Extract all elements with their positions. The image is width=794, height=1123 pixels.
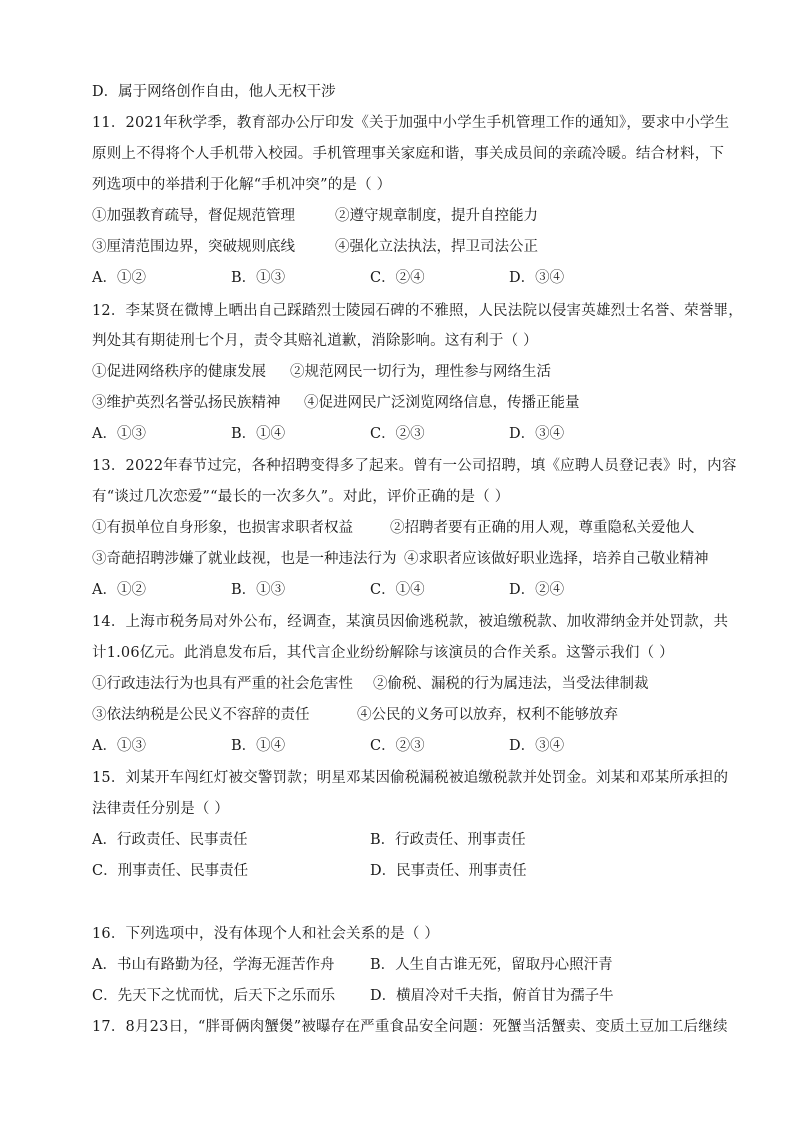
question-13-statement-1: ①有损单位自身形象，也损害求职者权益 [92, 520, 353, 536]
question-12-option-c: C．②③ [370, 426, 425, 442]
question-12-option-b: B．①④ [231, 426, 286, 442]
question-15-option-d: D．民事责任、刑事责任 [370, 863, 527, 879]
question-14-statement-3: ③依法纳税是公民义不容辞的责任 [92, 707, 310, 723]
question-12-statement-1: ①促进网络秩序的健康发展 [92, 364, 266, 380]
question-11-statement-2: ②遵守规章制度，提升自控能力 [335, 208, 538, 224]
question-15-option-b: B．行政责任、刑事责任 [370, 832, 526, 848]
question-11-stem-line-3: 列选项中的举措利于化解“手机冲突”的是（ ） [92, 177, 392, 193]
question-15-option-a: A．行政责任、民事责任 [92, 832, 248, 848]
question-16-stem-line-1: 16．下列选项中，没有体现个人和社会关系的是（ ） [92, 926, 440, 942]
question-11-option-c: C．②④ [370, 270, 425, 286]
question-13-option-a: A．①② [92, 582, 146, 598]
question-14-option-c: C．②③ [370, 738, 425, 754]
question-13-statement-3: ③奇葩招聘涉嫌了就业歧视，也是一种违法行为 [92, 551, 397, 567]
question-11-stem-line-2: 原则上不得将个人手机带入校园。手机管理事关家庭和谐，事关成员间的亲疏冷暖。结合材料，下 [92, 146, 725, 162]
question-11-option-d: D．③④ [509, 270, 565, 286]
question-14-option-b: B．①④ [231, 738, 286, 754]
question-16-option-c: C．先天下之忧而忧，后天下之乐而乐 [92, 988, 336, 1004]
question-11-option-a: A．①② [92, 270, 146, 286]
question-15-stem-line-2: 法律责任分别是（ ） [92, 801, 230, 817]
question-11-statement-4: ④强化立法执法，捍卫司法公正 [335, 239, 538, 255]
question-13-option-d: D．②④ [509, 582, 565, 598]
question-13-statement-4: ④求职者应该做好职业选择，培养自己敬业精神 [404, 551, 709, 567]
question-14-statement-4: ④公民的义务可以放弃，权利不能够放弃 [357, 707, 618, 723]
question-13-option-c: C．①④ [370, 582, 425, 598]
question-12-statement-2: ②规范网民一切行为，理性参与网络生活 [290, 364, 551, 380]
question-15-option-c: C．刑事责任、民事责任 [92, 863, 249, 879]
question-12-statement-4: ④促进网民广泛浏览网络信息，传播正能量 [304, 395, 580, 411]
question-16-option-d: D．横眉冷对千夫指，俯首甘为孺子牛 [370, 988, 614, 1004]
question-17-stem-line-1: 17．8月23日，“胖哥俩肉蟹煲”被曝存在严重食品安全问题：死蟹当活蟹卖、变质土豆加工后继续 [92, 1019, 728, 1035]
question-13-option-b: B．①③ [231, 582, 286, 598]
question-14-statement-2: ②偷税、漏税的行为属违法，当受法律制裁 [373, 676, 649, 692]
question-14-statement-1: ①行政违法行为也具有严重的社会危害性 [92, 676, 353, 692]
question-14-option-a: A．①③ [92, 738, 146, 754]
question-13-statement-2: ②招聘者要有正确的用人观，尊重隐私关爱他人 [390, 520, 695, 536]
question-16-option-b: B．人生自古谁无死，留取丹心照汗青 [370, 957, 613, 973]
question-11-statement-1: ①加强教育疏导，督促规范管理 [92, 208, 295, 224]
question-12-stem-line-2: 判处其有期徒刑七个月，责令其赔礼道歉，消除影响。这有利于（ ） [92, 333, 538, 349]
question-11-stem-line-1: 11．2021年秋学季，教育部办公厅印发《关于加强中小学生手机管理工作的通知》，要求中小学生 [92, 115, 730, 131]
question-11-option-b: B．①③ [231, 270, 286, 286]
question-12-option-d: D．③④ [509, 426, 565, 442]
question-14-stem-line-1: 14．上海市税务局对外公布，经调查，某演员因偷逃税款，被追缴税款、加收滞纳金并处罚款，共 [92, 614, 729, 630]
option-d-previous: D．属于网络创作自由，他人无权干涉 [92, 84, 336, 100]
question-13-stem-line-1: 13．2022年春节过完，各种招聘变得多了起来。曾有一公司招聘，填《应聘人员登记表》时，内容 [92, 458, 737, 474]
question-16-option-a: A．书山有路勤为径，学海无涯苦作舟 [92, 957, 335, 973]
question-12-statement-3: ③维护英烈名誉弘扬民族精神 [92, 395, 281, 411]
question-12-stem-line-1: 12．李某贤在微博上晒出自己踩踏烈士陵园石碑的不雅照，人民法院以侵害英雄烈士名誉、荣誉罪， [92, 303, 743, 319]
question-13-stem-line-2: 有“谈过几次恋爱”“最长的一次多久”。对此，评价正确的是（ ） [92, 489, 510, 505]
question-14-stem-line-2: 计1.06亿元。此消息发布后，其代言企业纷纷解除与该演员的合作关系。这警示我们（ ） [92, 645, 674, 661]
question-11-statement-3: ③厘清范围边界，突破规则底线 [92, 239, 295, 255]
question-15-stem-line-1: 15．刘某开车闯红灯被交警罚款；明星邓某因偷税漏税被追缴税款并处罚金。刘某和邓某所承担的 [92, 770, 729, 786]
question-14-option-d: D．③④ [509, 738, 565, 754]
question-12-option-a: A．①③ [92, 426, 146, 442]
